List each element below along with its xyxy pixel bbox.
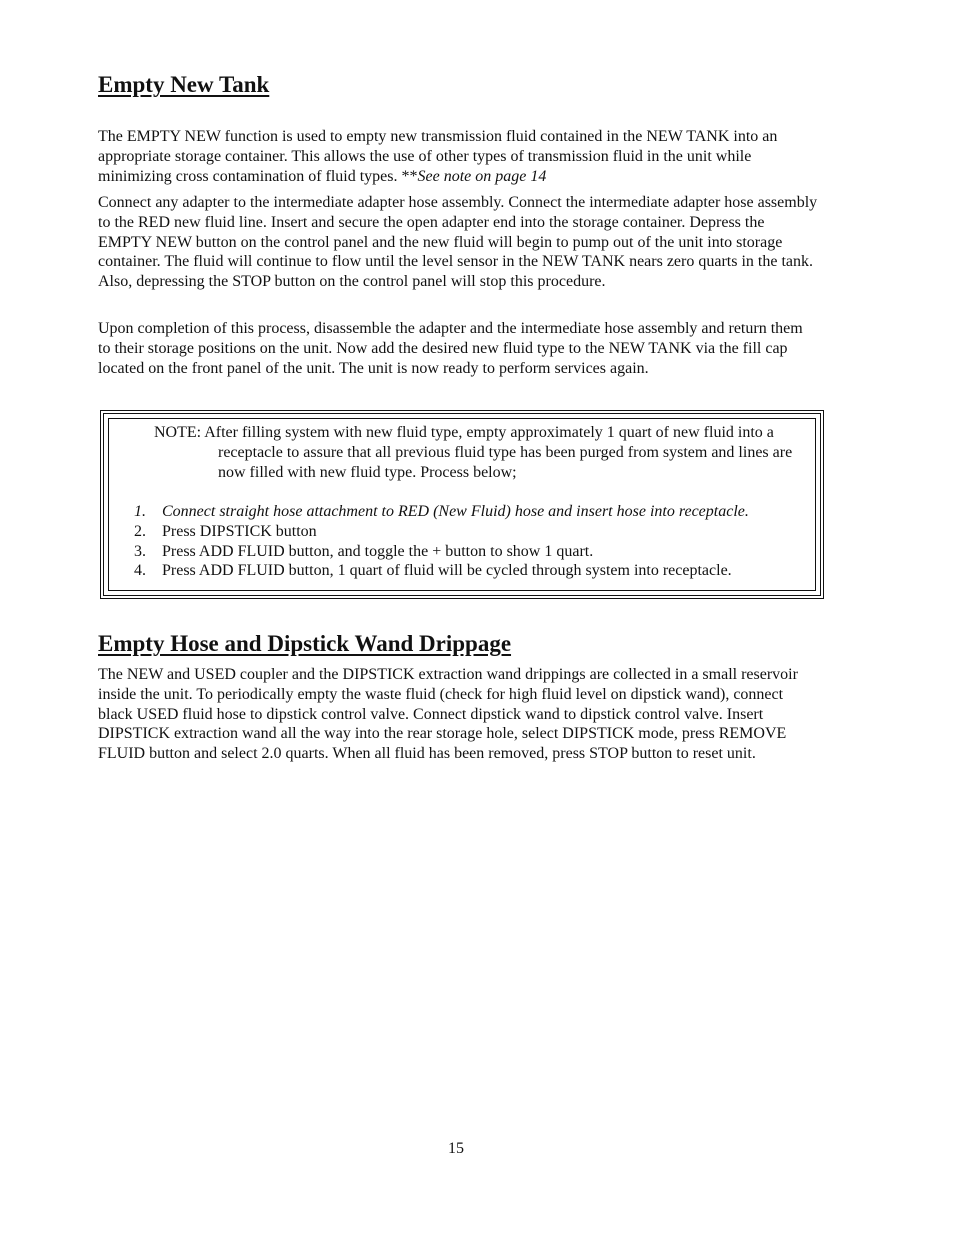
list-item-text: Connect straight hose attachment to RED (New Fluid) hose and insert hose into receptacle. (162, 503, 749, 520)
list-item-text: Press DIPSTICK button (162, 522, 317, 540)
list-item-number: 3. (134, 542, 146, 560)
paragraph-upon-completion: Upon completion of this process, disassemble the adapter and the intermediate hose assembly and return them to their storage positions on the unit. Now add the desired new fluid type to the NEW TANK via the fill cap located on the front panel of the unit. The unit is now ready to perform services again. (98, 320, 803, 377)
section-heading-empty-new-tank: Empty New Tank (98, 72, 270, 97)
list-item-number: 2. (134, 522, 146, 540)
note-text: NOTE: After filling system with new fluid type, empty approximately 1 quart of new fluid into a receptacle to assure that all previous fluid type has been purged from system and lines are now filled with new fluid type. Process below; (154, 424, 793, 481)
paragraph-text: The EMPTY NEW function is used to empty new transmission fluid contained in the NEW TANK into an appropriate storage container. This allows the use of other types of transmission fluid in the unit while minimizing cross contamination of fluid types. ** (98, 128, 778, 185)
note-steps-list (134, 502, 814, 581)
list-item-number: 1. (134, 503, 146, 520)
list-item (134, 502, 814, 522)
page-reference: See note on page 14 (417, 167, 547, 185)
section-heading-empty-hose-dipstick: Empty Hose and Dipstick Wand Drippage (98, 631, 512, 656)
paragraph-hose-dipstick-drippage: The NEW and USED coupler and the DIPSTICK extraction wand drippings are collected in a small reservoir inside the unit. To periodically empty the waste fluid (check for high fluid level on dipstick wand), connect black USED fluid hose to dipstick control valve. Connect dipstick wand to dipstick control valve. Insert DIPSTICK extraction wand all the way into the rear storage hole, select DIPSTICK mode, press REMOVE FLUID button and select 2.0 quarts. When all fluid has been removed, press STOP button to reset unit. (98, 666, 798, 763)
paragraph-empty-new-function (98, 127, 818, 186)
list-item (134, 542, 814, 562)
list-item-text: Press ADD FLUID button, and toggle the + button to show 1 quart. (162, 542, 594, 560)
list-item (134, 561, 814, 581)
list-item (134, 522, 814, 542)
page-number: 15 (448, 1140, 464, 1157)
list-item-text: Press ADD FLUID button, 1 quart of fluid will be cycled through system into receptacle. (162, 562, 732, 580)
list-item-number: 4. (134, 562, 146, 580)
paragraph-connect-adapter: Connect any adapter to the intermediate adapter hose assembly. Connect the intermediate adapter hose assembly to the RED new fluid line. Insert and secure the open adapter end into the storage container. Depress the EMPTY NEW button on the control panel and the new fluid will begin to pump out of the unit into storage container. The fluid will continue to flow until the level sensor in the NEW TANK nears zero quarts in the tank. Also, depressing the STOP button on the control panel will stop this procedure. (98, 194, 818, 291)
